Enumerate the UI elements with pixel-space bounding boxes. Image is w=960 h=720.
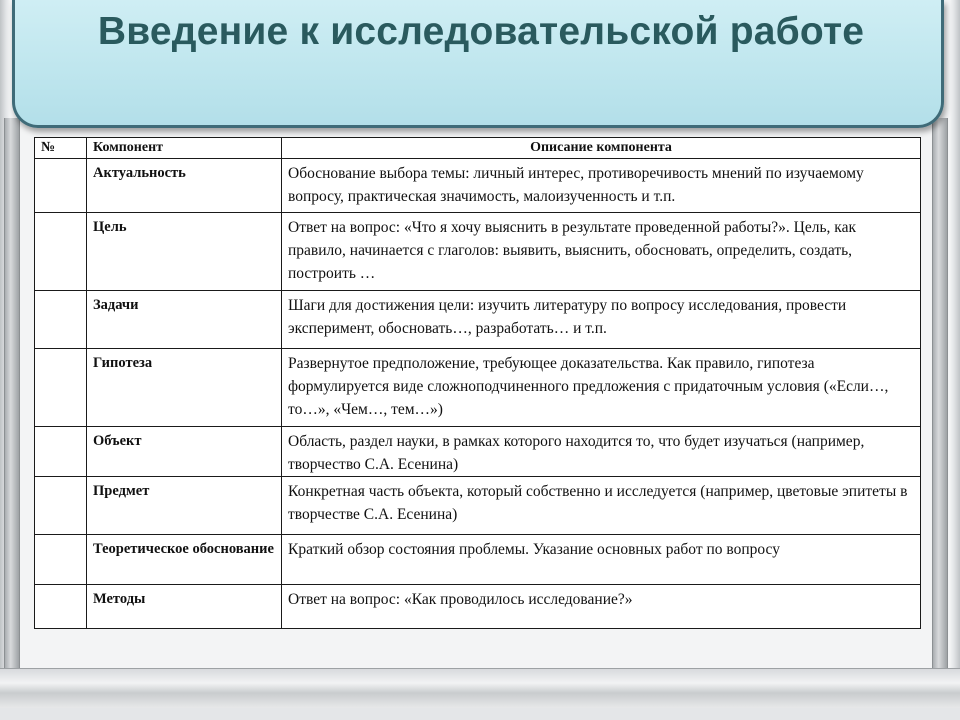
bottom-rail-decoration [0, 668, 960, 710]
row-number-cell [35, 159, 87, 213]
component-cell: Гипотеза [87, 349, 282, 427]
description-cell: Шаги для достижения цели: изучить литературу по вопросу исследования, провести эксперимент, обосновать…, разработать… и т.п. [282, 291, 921, 349]
description-cell: Развернутое предположение, требующее доказательства. Как правило, гипотеза формулируется виде сложноподчиненного предложения с придаточным условия («Если…, то…», «Чем…, тем…») [282, 349, 921, 427]
component-cell: Актуальность [87, 159, 282, 213]
component-cell: Теоретическое обоснование [87, 535, 282, 585]
component-cell: Задачи [87, 291, 282, 349]
bottom-strip-decoration [0, 708, 960, 720]
description-cell: Краткий обзор состояния проблемы. Указание основных работ по вопросу [282, 535, 921, 585]
row-number-cell [35, 291, 87, 349]
row-number-cell [35, 585, 87, 629]
table-row [35, 291, 921, 349]
components-table-container [34, 137, 920, 629]
description-cell: Ответ на вопрос: «Что я хочу выяснить в результате проведенной работы?». Цель, как правило, начинается с глаголов: выявить, выяснить, обосновать, определить, создать, построить … [282, 213, 921, 291]
header-number: № [35, 138, 87, 159]
table-row [35, 585, 921, 629]
row-number-cell [35, 213, 87, 291]
table-row [35, 427, 921, 477]
description-cell: Ответ на вопрос: «Как проводилось исследование?» [282, 585, 921, 629]
title-banner [12, 0, 944, 128]
description-cell: Обоснование выбора темы: личный интерес, противоречивость мнений по изучаемому вопросу, практическая значимость, малоизученность и т.п. [282, 159, 921, 213]
component-cell: Предмет [87, 477, 282, 535]
component-cell: Объект [87, 427, 282, 477]
row-number-cell [35, 477, 87, 535]
right-rail-decoration [932, 118, 948, 678]
table-row [35, 349, 921, 427]
slide-title: Введение к исследовательской работе [97, 10, 865, 53]
row-number-cell [35, 535, 87, 585]
description-cell: Область, раздел науки, в рамках которого находится то, что будет изучаться (например, творчество С.А. Есенина) [282, 427, 921, 477]
table-row [35, 477, 921, 535]
table-row [35, 535, 921, 585]
left-rail-decoration [4, 118, 20, 678]
description-cell: Конкретная часть объекта, который собственно и исследуется (например, цветовые эпитеты в творчестве С.А. Есенина) [282, 477, 921, 535]
row-number-cell [35, 349, 87, 427]
table-row [35, 213, 921, 291]
table-row [35, 159, 921, 213]
component-cell: Цель [87, 213, 282, 291]
table-header-row [35, 138, 921, 159]
header-component: Компонент [87, 138, 282, 159]
header-description: Описание компонента [282, 138, 921, 159]
component-cell: Методы [87, 585, 282, 629]
components-table [34, 137, 921, 629]
row-number-cell [35, 427, 87, 477]
